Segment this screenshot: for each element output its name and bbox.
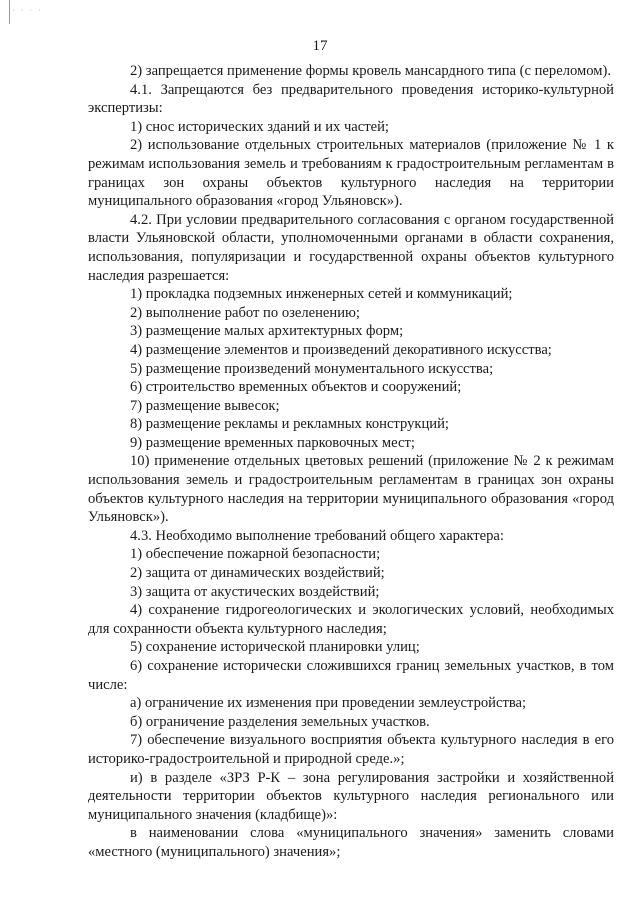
list-item: 1) прокладка подземных инженерных сетей и коммуникаций;: [130, 286, 513, 303]
sub-list-item: б) ограничение разделения земельных участков.: [130, 713, 430, 730]
list-item: 7) размещение вывесок;: [130, 397, 280, 414]
list-item: 5) сохранение исторической планировки улиц;: [130, 639, 420, 656]
list-item: 4) сохранение гидрогеологических и экологических условий, необходимых для сохранности объекта культурного наследия;: [88, 602, 614, 637]
list-item: 2) выполнение работ по озеленению;: [130, 304, 360, 321]
list-item: 10) применение отдельных цветовых решений (приложение № 2 к режимам использования земель и градостроительным регламентам в границах зон охраны объектов культурного наследия на территории муниципального образования «город Ульяновск»).: [88, 453, 614, 526]
list-item: 3) размещение малых архитектурных форм;: [130, 323, 404, 340]
list-item: 2) защита от динамических воздействий;: [130, 565, 385, 582]
scan-margin-mark: [9, 0, 10, 24]
list-item: 2) использование отдельных строительных материалов (приложение № 1 к режимам использования земель и требованиям к градостроительным регламентам в границах зон охраны объектов культурного наследия на территории муниципального образования «город Ульяновск»).: [88, 137, 614, 210]
list-item: 7) обеспечение визуального восприятия объекта культурного наследия в его историко-градостроительной и природной среде.»;: [88, 732, 614, 767]
list-item: 8) размещение рекламы и рекламных конструкций;: [130, 416, 449, 433]
sub-list-item: а) ограничение их изменения при проведении землеустройства;: [130, 695, 527, 712]
list-item: 6) сохранение исторически сложившихся границ земельных участков, в том числе:: [88, 658, 614, 693]
paragraph-section-zrz: и) в разделе «ЗРЗ Р-К – зона регулирования застройки и хозяйственной деятельности территории объектов культурного наследия регионального или муниципального значения (кладбище)»:: [88, 769, 614, 823]
paragraph-4-1: 4.1. Запрещаются без предварительного проведения историко-культурной экспертизы:: [88, 81, 614, 117]
list-item: 5) размещение произведений монументального искусства;: [130, 360, 494, 377]
paragraph-roof-type: 2) запрещается применение формы кровель мансардного типа (с переломом).: [130, 63, 611, 79]
list-item: 9) размещение временных парковочных мест;: [130, 434, 415, 451]
list-item: 4) размещение элементов и произведений декоративного искусства;: [130, 341, 552, 358]
paragraph-4-3: 4.3. Необходимо выполнение требований общего характера:: [130, 527, 504, 544]
scan-artifact: · · · ·: [12, 6, 43, 15]
paragraph-4-2: 4.2. При условии предварительного согласования с органом государственной власти Ульяновской области, уполномоченными органами в области сохранения, использования, популяризации и государственной охраны объектов культурного наследия разрешается:: [88, 211, 614, 284]
page-number: 17: [312, 38, 328, 54]
list-item: 6) строительство временных объектов и сооружений;: [130, 379, 462, 396]
list-item: 1) обеспечение пожарной безопасности;: [130, 546, 381, 563]
paragraph-rename: в наименовании слова «муниципального значения» заменить словами «местного (муниципального) значения»;: [88, 825, 614, 860]
document-body: [88, 62, 614, 862]
list-item: 1) снос исторических зданий и их частей;: [130, 118, 389, 135]
list-item: 3) защита от акустических воздействий;: [130, 583, 380, 600]
